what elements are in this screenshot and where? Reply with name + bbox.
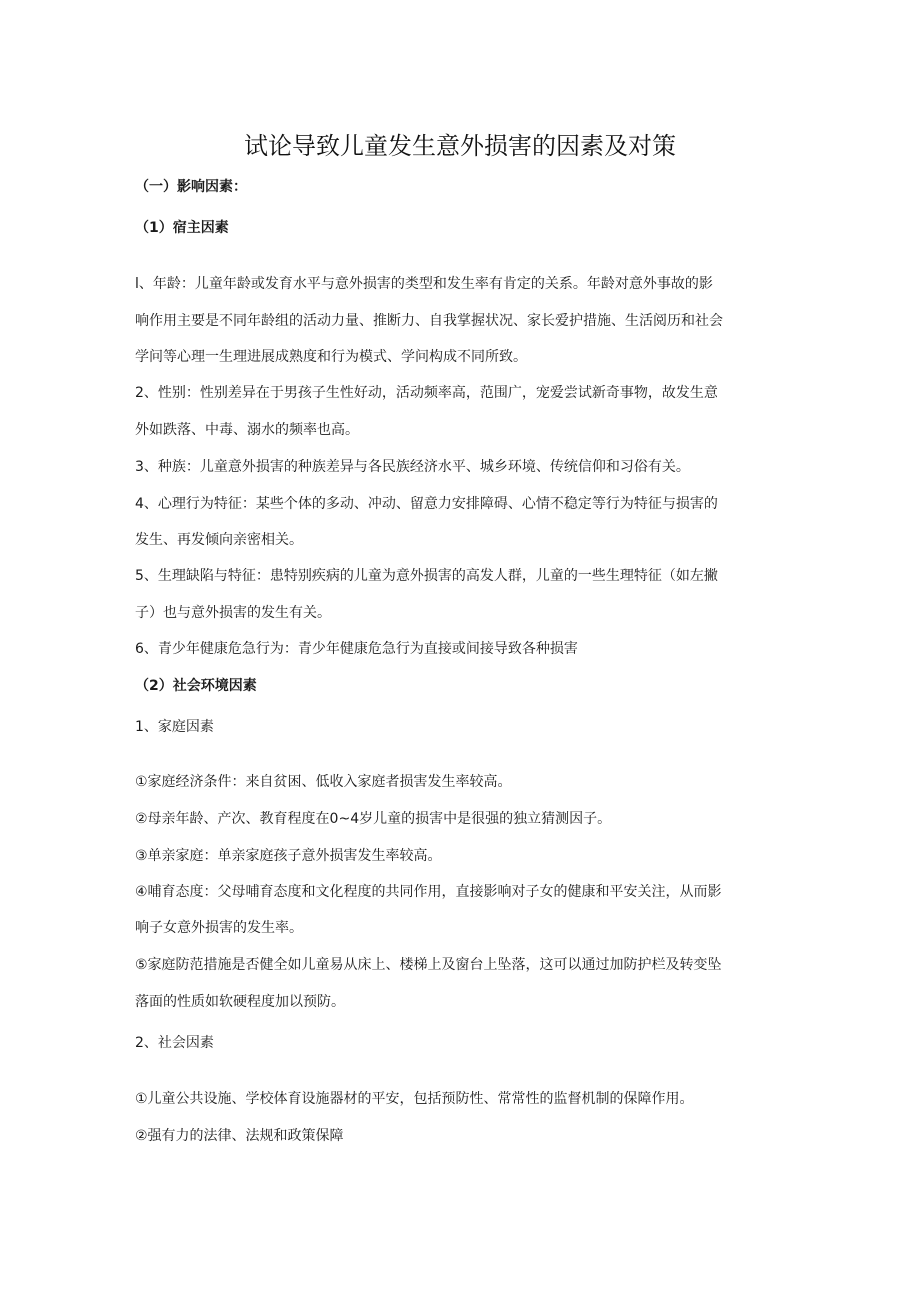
- paragraph-line: 响作用主要是不同年龄组的活动力量、推断力、自我掌握状况、家长爱护措施、生活阅历和社会: [135, 313, 723, 329]
- list-item: ②强有力的法律、法规和政策保障: [135, 1128, 344, 1144]
- section-heading-influencing-factors: （一）影响因素：: [135, 179, 247, 195]
- list-item: 响子女意外损害的发生率。: [135, 920, 303, 936]
- paragraph-line: 学问等心理一生理进展成熟度和行为模式、学问构成不同所致。: [135, 349, 527, 365]
- list-item: ①家庭经济条件：来自贫困、低收入家庭者损害发生率较高。: [135, 774, 512, 790]
- subsection-heading-host-factors: （1）宿主因素: [135, 220, 229, 236]
- list-item: ①儿童公共设施、学校体育设施器材的平安，包括预防性、常常性的监督机制的保障作用。: [135, 1091, 694, 1107]
- list-item: ⑤家庭防范措施是否健全如儿童易从床上、楼梯上及窗台上坠落，这可以通过加防护栏及转变坠: [135, 957, 722, 973]
- paragraph-line: 发生、再发倾向亲密相关。: [135, 532, 303, 548]
- document-title: 试论导致儿童发生意外损害的因素及对策: [244, 132, 676, 160]
- paragraph-line: 3、种族：儿童意外损害的种族差异与各民族经济水平、城乡环境、传统信仰和习俗有关。: [135, 459, 690, 475]
- list-item: ④哺育态度：父母哺育态度和文化程度的共同作用，直接影响对子女的健康和平安关注，从而影: [135, 884, 722, 900]
- paragraph-line: l、年龄：儿童年龄或发育水平与意外损害的类型和发生率有肯定的关系。年龄对意外事故的影: [135, 276, 713, 292]
- paragraph-line: 子）也与意外损害的发生有关。: [135, 605, 331, 621]
- paragraph-line: 5、生理缺陷与特征：患特别疾病的儿童为意外损害的高发人群，儿童的一些生理特征（如左撇: [135, 568, 718, 584]
- paragraph-line: 4、心理行为特征：某些个体的多动、冲动、留意力安排障碍、心情不稳定等行为特征与损害的: [135, 496, 718, 512]
- subsection-heading-social-environment: （2）社会环境因素: [135, 678, 257, 694]
- subheading-family-factors: 1、家庭因素: [135, 719, 214, 735]
- paragraph-line: 2、性别：性别差异在于男孩子生性好动，活动频率高，范围广，宠爱尝试新奇事物，故发生意: [135, 385, 718, 401]
- subheading-social-factors: 2、社会因素: [135, 1035, 214, 1051]
- list-item: ③单亲家庭：单亲家庭孩子意外损害发生率较高。: [135, 848, 442, 864]
- paragraph-line: 外如跌落、中毒、溺水的频率也高。: [135, 422, 359, 438]
- paragraph-line: 6、青少年健康危急行为：青少年健康危急行为直接或间接导致各种损害: [135, 641, 578, 657]
- list-item: ②母亲年龄、产次、教育程度在0~4岁儿童的损害中是很强的独立猜测因子。: [135, 811, 612, 827]
- list-item: 落面的性质如软硬程度加以预防。: [135, 994, 345, 1010]
